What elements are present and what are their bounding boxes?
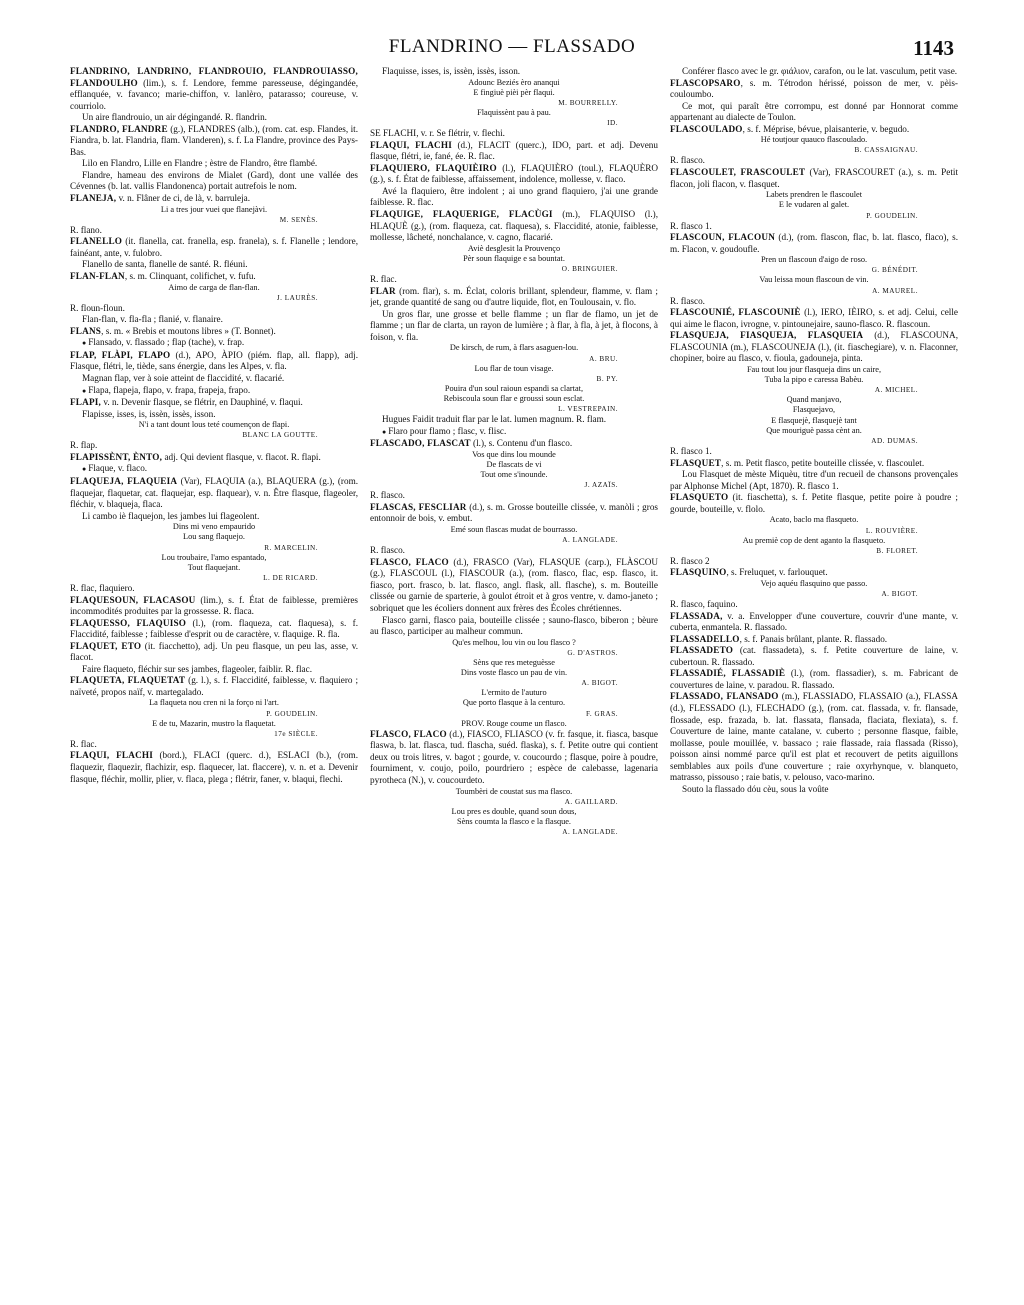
quotation-author: J. LAURÈS. bbox=[276, 293, 318, 302]
entry-paragraph: Flapisse, isses, is, issèn, issès, isson. bbox=[82, 408, 216, 419]
headword: FLAQUET, ETO bbox=[70, 640, 142, 651]
quotation-author: M. BOURRELLY. bbox=[558, 98, 618, 107]
etymology-reference: R. flac, flaquiero. bbox=[70, 583, 135, 594]
cross-reference: ● Flaque, v. flaco. bbox=[70, 463, 358, 476]
headword: FLASCADO, FLASCAT bbox=[370, 438, 471, 449]
page-title: FLANDRINO — FLASSADO bbox=[388, 36, 636, 57]
entry-paragraph: Un aire flandrouio, un air dégingandé. R. flandrin. bbox=[82, 112, 267, 123]
quotation: Pouira d'un soul raioun espandi sa clartat, Rebiscoula soun flar e groussi soun esclat. bbox=[443, 383, 585, 403]
quotation-author: ID. bbox=[607, 119, 618, 128]
quotation-author: O. BRINGUIER. bbox=[561, 265, 618, 274]
dictionary-entry: FLASQUET, s. m. Petit flasco, petite bouteille clissée, v. flascoulet. bbox=[670, 457, 925, 468]
dictionary-entry: FLASSADELLO, s. f. Panais brûlant, plante. R. flassado. bbox=[670, 633, 888, 644]
headword: FLAP, FLÀPI, FLAPO bbox=[70, 349, 171, 360]
headword: FLAQUIGE, FLAQUERIGE, FLACÙGI bbox=[370, 208, 553, 219]
headword: FLASSADIÉ, FLASSADIÈ bbox=[670, 668, 786, 679]
quotation-author: R. MARCELIN. bbox=[264, 543, 318, 552]
dictionary-entry: FLASCO, FLACO (d.), FIASCO, FLIASCO (v. fr. fasque, it. fiasca, basque flaswa, b. lat. flasca, tud. flascha, suéd. flaska), s. f. Petite outre qui contient deux ou trois litres, v. bagot ; gourde, v. coucourdo ; flasque, poire à poudre, fourniment, v. coujo, poilo, pourdriero ; espèce de calebasse, lagenaria pyrotheca (N.), v. coucourdeto. bbox=[370, 728, 658, 785]
headword: FLASCOPSARO bbox=[670, 77, 741, 88]
dictionary-entry: FLANEJA, v. n. Flâner de ci, de là, v. barruleja. bbox=[70, 193, 251, 204]
dictionary-entry: FLASCOUN, FLACOUN (d.), (rom. flascon, flac, b. lat. flasco, flaco), s. m. Flacon, v. goudoufle. bbox=[670, 232, 958, 254]
quotation: Labets prendren le flascoulet E le vudaren al galet. bbox=[765, 190, 863, 210]
headword: FLAQUI, FLACHI bbox=[70, 750, 154, 761]
entry-paragraph: Flan-flan, v. fla-fla ; flanié, v. flanaire. bbox=[82, 314, 223, 325]
quotation: N'i a tant dount lous teté coumençon de flapi. bbox=[138, 420, 290, 430]
dictionary-entry: FLASCAS, FESCLIAR (d.), s. m. Grosse bouteille clissée, v. manòli ; gros entonnoir de bois, v. embut. bbox=[370, 501, 658, 524]
headword: FLASCOUNIÉ, FLASCOUNIÈ bbox=[670, 307, 801, 318]
dictionary-entry: FLANELLO (it. flanella, cat. franella, esp. franela), s. f. Flanelle ; lendore, fainéant, ante, v. fulobro. bbox=[70, 236, 358, 258]
entry-paragraph: Avé la flaquiero, être indolent ; ai uno grand flaquiero, j'ai une grande faiblesse. R. flac. bbox=[370, 185, 658, 208]
quotation: Qu'es melhou, lou vin ou lou flasco ? bbox=[452, 637, 576, 647]
quotation-author: P. GOUDELIN. bbox=[866, 211, 918, 220]
headword: FLASCOUN, FLACOUN bbox=[670, 232, 776, 243]
entry-paragraph: Li cambo iè flaquejon, les jambes lui flageolent. bbox=[82, 510, 260, 521]
etymology-reference: R. flap. bbox=[70, 440, 98, 451]
entry-paragraph: Flandre, hameau des environs de Mialet (Gard), dont une vallée des Cévennes (b. lat. vallis Flandonenca) portait autrefois le nom. bbox=[70, 169, 358, 192]
quotation: Sèns que res meteguèsse Dins voste flasco un pau de vin. bbox=[460, 657, 568, 677]
dictionary-entry: FLANDRINO, LANDRINO, FLANDROUIO, FLANDROUIASSO, FLANDOULHO (lim.), s. f. Lendore, femme paresseuse, dégingandée, efflanquée, v. favanco; marie-chiffon, v. lanlèro, patarasso; coureuse, v. courriolo. bbox=[70, 66, 358, 111]
headword: FLAQUESOUN, FLACASOU bbox=[70, 594, 196, 605]
headword: FLASQUET bbox=[670, 457, 722, 468]
cross-reference: ● Flaro pour flamo ; flasc, v. flisc. bbox=[370, 426, 658, 439]
headword: FLASSADETO bbox=[670, 645, 734, 656]
dictionary-entry: FLASCO, FLACO (d.), FRASCO (Var), FLASQUE (carp.), FLÀSCOU (g.), FLASCOUL (l.), FIASCOUR (a.), (rom. flasco, flac, esp. flasco, it. fiasco, port. frasco, b. lat. flasco, angl. flask, all. flasche), s. m. Bouteille clissée ou garnie de sparterie, à goulot étroit et à gros ventre, v. damo-janeto ; sobriquet que les écoliers donnent aux frères des Écoles chrétiennes. bbox=[370, 556, 658, 613]
dictionary-entry: FLASSADO, FLANSADO (m.), FLASSIADO, FLASSAIO (a.), FLASSA (d.), FLESSADO (l.), FLECHADO (g.), (rom. cat. flassada, v. fr. flansade, flossade, esp. frazada, b. lat. flassata, flansada, flaciata, flexiata), s. f. Couverture de laine, mante catalane, v. cuberto ; personne flasque, faible, mollasse, poule mouillée, v. bassaco ; raie flassade, raia flassada (Risso), poisson ainsi nommé parce qu'il est plat et recouvert de petits aiguillons semblables aux poils d'une couverture ; raie oxyrhynque, v. blanqueto, matrasso, pissouso ; raie batis, v. pelouso, vaco-marino. bbox=[670, 691, 958, 783]
quotation: De kirsch, de rum, à flars asaguen-lou. bbox=[449, 343, 579, 353]
quotation: Aviè desglesit la Prouvenço Pèr soun flaquige e sa bountat. bbox=[463, 243, 565, 263]
etymology-reference: R. flano. bbox=[70, 224, 102, 235]
column-left bbox=[70, 66, 358, 1291]
dictionary-entry: FLASSADETO (cat. flassadeta), s. f. Petite couverture de laine, v. cubertoun. R. flassado. bbox=[670, 645, 958, 667]
quotation: Hé toutjour quauco flascoulado. bbox=[760, 135, 868, 145]
quotation-author: A. BRU. bbox=[589, 354, 618, 363]
dictionary-entry: FLAPISSÈNT, ÈNTO, adj. Qui devient flasque, v. flacot. R. flapi. bbox=[70, 451, 321, 462]
quotation-author: BLANC LA GOUTTE. bbox=[242, 431, 318, 440]
quotation: La flaqueta nou cren ni la forço ni l'art. bbox=[149, 698, 279, 708]
etymology-reference: R. flac. bbox=[370, 274, 397, 285]
quotation: Vos que dins lou mounde De flascats de vi Tout ome s'inounde. bbox=[472, 449, 556, 480]
headword: FLANEJA, bbox=[70, 193, 117, 204]
headword: FLAQUETA, FLAQUETAT bbox=[70, 675, 186, 686]
dictionary-entry: FLAN-FLAN, s. m. Clinquant, colifichet, v. fufu. bbox=[70, 270, 256, 281]
headword: FLANDRINO, LANDRINO, FLANDROUIO, FLANDROUIASSO, FLANDOULHO bbox=[70, 66, 358, 88]
headword: FLAQUIERO, FLAQUIÈIRO bbox=[370, 162, 497, 173]
quotation: Li a tres jour vuei que flanejàvi. bbox=[160, 204, 268, 214]
etymology-reference: R. flasco. bbox=[370, 545, 405, 556]
quotation-author: A. BIGOT. bbox=[881, 590, 918, 599]
quotation-author: B. CASSAIGNAU. bbox=[854, 146, 918, 155]
entry-paragraph: Flaquisse, isses, is, issèn, issès, isson. bbox=[382, 66, 521, 76]
dictionary-entry: FLAQUIGE, FLAQUERIGE, FLACÙGI (m.), FLAQUISO (l.), HLAQUÈ (g.), (rom. flaqueza, cat. flaquesa), s. Flaccidité, atonie, faiblesse, mollesse, lâcheté, nonchalance, v. cagno, flacarié. bbox=[370, 208, 658, 243]
headword: FLAPISSÈNT, ÈNTO, bbox=[70, 451, 163, 462]
entry-paragraph: Lilo en Flandro, Lille en Flandre ; èstre de Flandro, être flambé. bbox=[82, 158, 318, 169]
entry-paragraph: Magnan flap, ver à soie atteint de flaccidité, v. flacarié. bbox=[82, 372, 285, 383]
quotation-author: G. BÉNÉDIT. bbox=[871, 266, 918, 275]
quotation: Flaquissènt pau à pau. bbox=[477, 107, 551, 117]
dictionary-entry: FLAQUESOUN, FLACASOU (lim.), s. f. État de faiblesse, premières incommodités produites par la grossesse. R. flaca. bbox=[70, 594, 358, 617]
quotation-author: A. BIGOT. bbox=[581, 679, 618, 688]
etymology-reference: R. flasco. bbox=[370, 490, 405, 501]
etymology-reference: R. floun-floun. bbox=[70, 302, 125, 313]
dictionary-entry: FLAP, FLÀPI, FLAPO (d.), APO, ÀPIO (piém. flap, all. flapp), adj. Flasque, flétri, le, tiède, sans énergie, dans les Alpes, v. fla. bbox=[70, 349, 358, 372]
entry-paragraph: Lou Flasquet de mèste Miquèu, titre d'un recueil de chansons provençales par Alphonse Michel (Apt, 1870). R. flasco 1. bbox=[670, 469, 958, 491]
headword: FLAN-FLAN bbox=[70, 270, 125, 281]
headword: FLANS bbox=[70, 325, 102, 336]
page-number: 1143 bbox=[913, 36, 954, 60]
quotation-author: A. LANGLADE. bbox=[562, 536, 618, 545]
page-header bbox=[0, 36, 1024, 66]
quotation: Dins mi veno empaurido Lou sang flaquejo. bbox=[172, 522, 256, 542]
quotation: Pren un flascoun d'aigo de roso. bbox=[760, 255, 868, 265]
headword: FLAQUEJA, FLAQUEIA bbox=[70, 476, 178, 487]
headword: FLAQUESSO, FLAQUISO bbox=[70, 617, 187, 628]
etymology-reference: R. flasco. bbox=[670, 155, 705, 166]
quotation-author: 17e SIÈCLE. bbox=[274, 729, 318, 738]
quotation: Quand manjavo, Flasquejavo, E flasquejè, flasquejè tant Que mouriguè passa cènt an. bbox=[766, 395, 862, 435]
dictionary-entry: FLASCOULET, FRASCOULET (Var), FRASCOURET (a.), s. m. Petit flacon, joli flacon, v. flasquet. bbox=[670, 167, 958, 189]
quotation: E de tu, Mazarin, mustro la flaquetat. bbox=[152, 718, 276, 728]
dictionary-entry: FLASCOUNIÉ, FLASCOUNIÈ (l.), IERO, IÈIRO, s. et adj. Celui, celle qui aime le flacon, ivrogne, v. pintounejaire, sauno-flasco. R. flascoun. bbox=[670, 307, 958, 329]
headword: FLASCOULET, FRASCOULET bbox=[670, 167, 806, 178]
entry-paragraph: Faire flaqueto, fléchir sur ses jambes, flageoler, faiblir. R. flac. bbox=[82, 663, 313, 674]
dictionary-entry: FLANDRO, FLANDRE (g.), FLANDRES (alb.), (rom. cat. esp. Flandes, it. Fiandra, b. lat. Flandria, flam. Vlanderen), s. f. La Flandre, province des Pays-Bas. bbox=[70, 123, 358, 157]
headword: FLASCAS, FESCLIAR bbox=[370, 501, 467, 512]
dictionary-entry: FLASQUEJA, FIASQUEJA, FLASQUEIA (d.), FLASCOUNA, FLASCOUNIA (m.), FLASCOUNEJA (l.), (it. fiaschegiare), v. n. Flaconner, chopiner, boire au flasco, v. fioula, gadouneja, pinta. bbox=[670, 330, 958, 364]
quotation-author: J. AZAÏS. bbox=[584, 481, 618, 490]
headword: FLAR bbox=[370, 285, 396, 296]
quotation: Lou troubaire, l'amo espantado, Tout flaquejant. bbox=[161, 552, 267, 572]
quotation-author: P. GOUDELIN. bbox=[266, 709, 318, 718]
dictionary-entry: FLASCADO, FLASCAT (l.), s. Contenu d'un flasco. bbox=[370, 438, 573, 449]
dictionary-columns bbox=[70, 66, 960, 1291]
dictionary-entry: FLAPI, v. n. Devenir flasque, se flétrir, en Dauphiné, v. flaqui. bbox=[70, 397, 303, 408]
dictionary-entry: FLAQUESSO, FLAQUISO (l.), (rom. flaqueza, cat. flaquesa), s. f. Flaccidité, faiblesse ; faiblesse d'esprit ou de caractère, v. flaquige. R. fla. bbox=[70, 617, 358, 640]
quotation-author: A. MICHEL. bbox=[874, 386, 918, 395]
headword: FLASQUINO bbox=[670, 567, 727, 578]
headword: FLASQUEJA, FIASQUEJA, FLASQUEIA bbox=[670, 330, 864, 341]
dictionary-entry: FLASCOPSARO, s. m. Tétrodon hérissé, poisson de mer, v. pèis-couloumbo. bbox=[670, 77, 958, 100]
quotation-author: AD. DUMAS. bbox=[871, 437, 918, 446]
quotation-author: L. VESTREPAIN. bbox=[558, 405, 618, 414]
etymology-reference: R. flasco 1. bbox=[670, 446, 712, 457]
quotation-author: A. MAUREL. bbox=[872, 286, 918, 295]
dictionary-entry: FLAQUIERO, FLAQUIÈIRO (l.), FLAQUIÈRO (toul.), FLAQUÈRO (g.), s. f. État de faiblesse, affaissement, indolence, mollesse, v. flaco. bbox=[370, 162, 658, 185]
quotation: Toumbèri de coustat sus ma flasco. bbox=[455, 786, 573, 796]
dictionary-entry: FLANS, s. m. « Brebis et moutons libres » (T. Bonnet). bbox=[70, 325, 276, 336]
quotation: Lou flar de toun visage. bbox=[474, 363, 554, 373]
dictionary-entry: FLAQUET, ETO (it. fiacchetto), adj. Un peu flasque, un peu las, asse, v. flacot. bbox=[70, 640, 358, 663]
headword: FLANDRO, FLANDRE bbox=[70, 123, 168, 134]
headword: FLANELLO bbox=[70, 236, 123, 247]
quotation-author: B. PY. bbox=[596, 374, 618, 383]
quotation: Lou pres es double, quand soun dous, Sèns coumta la flasco e la flasque. bbox=[451, 806, 577, 826]
quotation: PROV. Rouge coume un flasco. bbox=[461, 718, 567, 728]
quotation: Adounc Beziés èro ananqui E fingiuè pièi pèr flaqui. bbox=[468, 77, 560, 97]
headword: FLASCO, FLACO bbox=[370, 556, 449, 567]
dictionary-entry: FLASQUINO, s. Freluquet, v. farlouquet. bbox=[670, 567, 828, 578]
quotation: Au premiè cop de dent aganto la flasqueto. bbox=[742, 535, 886, 545]
entry-paragraph: Ce mot, qui paraît être corrompu, est donné par Honnorat comme appartenant au dialecte de Toulon. bbox=[670, 100, 958, 123]
etymology-reference: R. flasco, faquino. bbox=[670, 599, 738, 610]
cross-reference: ● Flansado, v. flassado ; flap (tache), v. frap. bbox=[70, 337, 358, 350]
quotation: Vejo aquéu flasquino que passo. bbox=[760, 578, 868, 588]
quotation-author: L. DE RICARD. bbox=[263, 574, 318, 583]
quotation-author: L. ROUVIÈRE. bbox=[865, 526, 918, 535]
headword: FLASSADA, bbox=[670, 610, 723, 621]
headword: FLASSADO, FLANSADO bbox=[670, 691, 779, 702]
quotation-author: B. FLORET. bbox=[876, 546, 918, 555]
quotation: L'ermito de l'auturo Que porto flasque à la centuro. bbox=[462, 688, 566, 708]
entry-paragraph: Flanello de santa, flanelle de santé. R. fléuni. bbox=[82, 259, 248, 270]
dictionary-entry: FLASCOULADO, s. f. Méprise, bévue, plaisanterie, v. begudo. bbox=[670, 123, 910, 134]
quotation: Fau tout lou jour flasqueja dins un caire, Tuba la pipo e caressa Babèu. bbox=[746, 364, 882, 385]
dictionary-entry: FLAR (rom. flar), s. m. Éclat, coloris brillant, splendeur, flamme, v. flam ; jet, grande quantité de sang ou d'autre liquide, flot, en Toulousain, v. flo. bbox=[370, 285, 658, 308]
dictionary-entry: FLAQUI, FLACHI (bord.), FLACI (querc. d.), ESLACI (b.), (rom. flaquezir, flaquezir, flachizir, esp. flaquecer, lat. flaccere), v. n. et a. Devenir flasque, fléchir, mollir, plier, v. flaca, plega ; flétrir, faner, v. blaqui, flechi. bbox=[70, 750, 358, 784]
dictionary-entry: FLASQUETO (it. fiaschetta), s. f. Petite flasque, petite poire à poudre ; gourde, bouteille, v. flolo. bbox=[670, 492, 958, 514]
headword: FLASCO, FLACO bbox=[370, 728, 447, 739]
dictionary-entry: FLASSADA, v. a. Envelopper d'une couverture, couvrir d'une mante, v. cuberta, enmantela. R. flassado. bbox=[670, 610, 958, 633]
quotation: Vau leissa moun flascoun de vin. bbox=[759, 275, 869, 285]
quotation-author: A. LANGLADE. bbox=[562, 828, 618, 837]
entry-paragraph: Un gros flar, une grosse et belle flamme ; un flar de flamo, un jet de flamme ; un flar de clarta, un rayon de lumière ; à flar, à fla, à jet, à flocons, à foison, v. fla. bbox=[370, 308, 658, 342]
quotation: Aimo de carga de flan-flan. bbox=[168, 282, 260, 292]
headword: FLAPI, bbox=[70, 397, 102, 408]
headword: FLASQUETO bbox=[670, 492, 729, 503]
etymology-reference: R. flasco 2 bbox=[670, 555, 710, 566]
quotation-author: M. SENÈS. bbox=[279, 215, 318, 224]
dictionary-entry: FLAQUETA, FLAQUETAT (g. l.), s. f. Flaccidité, faiblesse, v. flaquiero ; naïveté, propos naïf, v. martegalado. bbox=[70, 675, 358, 697]
column-middle bbox=[370, 66, 658, 1291]
dictionary-entry: FLAQUEJA, FLAQUEIA (Var), FLAQUIA (a.), BLAQUERA (g.), (rom. flaquejar, flaquetar, cat. flaquejar, esp. flaquear), v. n. Être flasque, flageoler, fléchir, v. blaqueja, flaca. bbox=[70, 476, 358, 510]
headword: FLASCOULADO bbox=[670, 123, 743, 134]
etymology-reference: R. flasco. bbox=[670, 295, 705, 306]
entry-paragraph: Souto la flassado dóu cèu, sous la voûte bbox=[682, 783, 829, 794]
dictionary-entry: FLAQUI, FLACHI (d.), FLACIT (querc.), IDO, part. et adj. Devenu flasque, flétri, ie, fané, ée. R. flac. bbox=[370, 139, 658, 162]
column-right bbox=[670, 66, 958, 1291]
cross-reference: ● Flapa, flapeja, flapo, v. frapa, frapeja, frapo. bbox=[70, 385, 358, 398]
quotation-author: G. D'ASTROS. bbox=[567, 648, 618, 657]
dictionary-entry: FLASSADIÉ, FLASSADIÈ (l.), (rom. flassadier), s. m. Fabricant de couvertures de laine, v. paradou. R. flassado. bbox=[670, 668, 958, 690]
etymology-reference: R. flac. bbox=[70, 738, 97, 749]
quotation: Emé soun flascas mudat de bourrasso. bbox=[450, 525, 578, 535]
headword: FLAQUI, FLACHI bbox=[370, 139, 453, 150]
quotation: Acato, baclo ma flasqueto. bbox=[769, 515, 859, 525]
quotation-author: A. GAILLARD. bbox=[564, 797, 618, 806]
headword: FLASSADELLO bbox=[670, 633, 740, 644]
entry-paragraph: Conférer flasco avec le gr. φιάλιον, carafon, ou le lat. vasculum, petit vase. bbox=[682, 66, 958, 76]
etymology-reference: R. flasco 1. bbox=[670, 220, 712, 231]
entry-paragraph: Flasco garni, flasco paia, bouteille clissée ; sauno-flasco, biberon ; bèure au flasco, participer au malheur commun. bbox=[370, 614, 658, 637]
etymology-reference: SE FLACHI, v. r. Se flétrir, v. flechi. bbox=[370, 128, 505, 139]
quotation-author: F. GRAS. bbox=[586, 709, 618, 718]
entry-paragraph: Hugues Faidit traduit flar par le lat. lumen magnum. R. flam. bbox=[382, 414, 607, 425]
